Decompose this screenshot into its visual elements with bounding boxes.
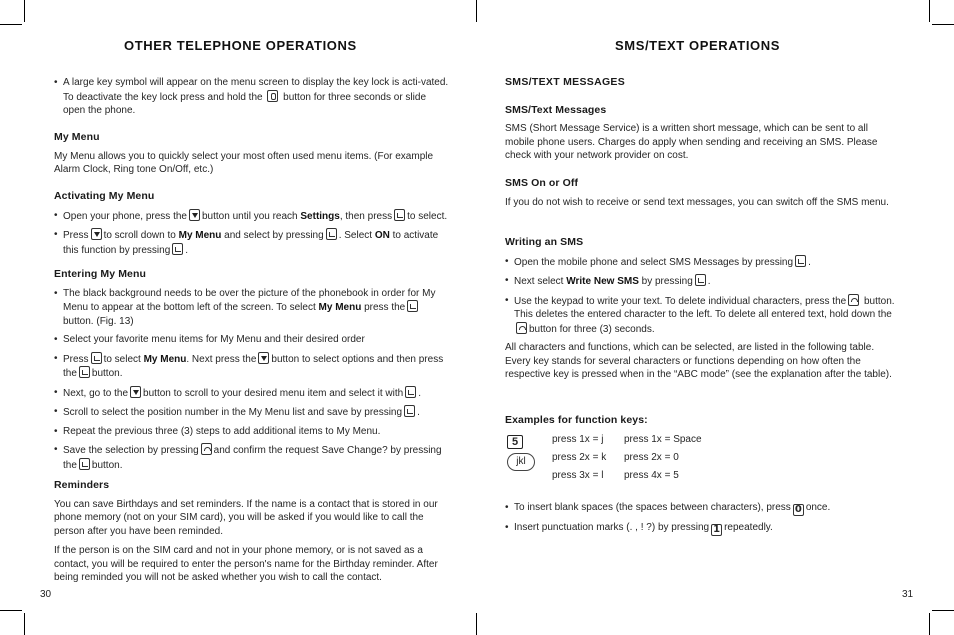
section-title: Activating My Menu — [54, 190, 155, 202]
digit-key-5-icon: 5 — [507, 435, 523, 449]
table-row: press 1x = j press 1x = Space — [552, 433, 702, 445]
section-title: Entering My Menu — [54, 268, 147, 280]
list-item: • Next select Write New SMS by pressing . — [505, 274, 897, 289]
crop-mark — [0, 610, 22, 611]
list-item: • Open the mobile phone and select SMS Messages by pressing . — [505, 255, 897, 270]
crop-mark — [24, 0, 25, 22]
section-title: Reminders — [54, 479, 110, 491]
list-item: • Open your phone, press the button until you reach Settings, then press to select. — [54, 209, 450, 224]
examples-section — [505, 414, 897, 541]
paragraph: All characters and functions, which can be selected, are listed in the following table. Every key stands for several characters or functions depending on how often the respective key is pressed when in the “ABC mode” (see the explanation after the table). — [505, 342, 892, 380]
list-item: • Press to select My Menu. Next press the button to select options and then press the button. — [54, 352, 450, 381]
table-row: press 3x = l press 4x = 5 — [552, 469, 679, 481]
digit-key-0-icon: 0 — [793, 504, 804, 516]
ok-key-icon — [695, 274, 706, 286]
function-key-example — [505, 433, 897, 491]
ok-key-icon — [79, 458, 90, 470]
paragraph: You can save Birthdays and set reminders. If the name is a contact that is stored in our phone memory (not on your SIM card), you will be asked if you would like to call the person after you have been reminded. — [54, 498, 438, 537]
list-item: • The black background needs to be over the picture of the phonebook in order for My Menu to appear at the bottom left of the screen. To select My Menu press the button. (Fig. 13) — [54, 287, 450, 329]
my-menu-section — [54, 131, 450, 183]
list-item: • Scroll to select the position number in the My Menu list and save by pressing . — [54, 405, 450, 420]
key-lock-section — [54, 76, 450, 123]
section-title: My Menu — [54, 131, 100, 143]
list-item: • Insert punctuation marks (. , ! ?) by pressing 1 repeatedly. — [505, 521, 897, 536]
entering-section — [54, 268, 450, 477]
list-item: • Save the selection by pressing and confirm the request Save Change? by pressing the button. — [54, 443, 450, 472]
crop-mark — [929, 613, 930, 635]
crop-mark — [932, 610, 954, 611]
crop-mark — [929, 0, 930, 22]
section-title: SMS/TEXT MESSAGES — [505, 76, 626, 88]
example-table — [552, 433, 702, 487]
sms-on-off-section — [505, 177, 897, 215]
section-title: SMS On or Off — [505, 177, 579, 189]
paragraph: My Menu allows you to quickly select your most often used menu items. (For example Alarm Clock, Ring tone On/Off, etc.) — [54, 150, 434, 175]
key-letters-badge: jkl — [507, 453, 535, 471]
ok-key-icon — [326, 228, 337, 240]
paragraph: SMS (Short Message Service) is a written short message, which can be sent to all mobile phone users. Charges do apply when sending and receiving an SMS. Please check with your network provider on cost. — [505, 123, 878, 161]
page-number: 30 — [40, 589, 52, 600]
section-title: Examples for function keys: — [505, 414, 648, 426]
list-item: • Use the keypad to write your text. To delete individual characters, press the button. This deletes the entered character to the left. To delete all entered text, hold down thebutton for three (3) seconds. — [505, 294, 897, 337]
down-arrow-key-icon — [189, 209, 200, 221]
ok-key-icon — [91, 352, 102, 364]
paragraph: If you do not wish to receive or send text messages, you can switch off the SMS menu. — [505, 196, 889, 208]
section-title: Writing an SMS — [505, 236, 584, 248]
left-page-header: OTHER TELEPHONE OPERATIONS — [124, 38, 357, 53]
reminders-section — [54, 479, 450, 591]
table-row: press 2x = k press 2x = 0 — [552, 451, 679, 463]
sms-messages-section — [505, 76, 897, 169]
ok-key-icon — [394, 209, 405, 221]
ok-key-icon — [405, 386, 416, 398]
list-item: • Next, go to the button to scroll to your desired menu item and select it with . — [54, 386, 450, 401]
end-call-key-icon — [848, 294, 859, 306]
ok-key-icon — [407, 300, 418, 312]
page-number: 31 — [902, 589, 914, 600]
section-title: SMS/Text Messages — [505, 103, 607, 116]
crop-mark — [24, 613, 25, 635]
writing-sms-section — [505, 236, 897, 388]
down-arrow-key-icon — [130, 386, 141, 398]
list-item: • Press to scroll down to My Menu and select by pressing . Select ON to activate this function by pressing . — [54, 228, 450, 257]
crop-mark — [0, 24, 22, 25]
ok-key-icon — [795, 255, 806, 267]
digit-key-1-icon: 1 — [711, 524, 722, 536]
down-arrow-key-icon — [91, 228, 102, 240]
crop-mark — [476, 613, 477, 635]
key-lock-icon — [267, 90, 278, 102]
crop-mark — [932, 24, 954, 25]
list-item: • Select your favorite menu items for My Menu and their desired order — [54, 333, 450, 347]
list-item: • Repeat the previous three (3) steps to add additional items to My Menu. — [54, 425, 450, 439]
end-call-key-icon — [201, 443, 212, 455]
ok-key-icon — [79, 366, 90, 378]
down-arrow-key-icon — [258, 352, 269, 364]
crop-mark — [476, 0, 477, 22]
ok-key-icon — [172, 243, 183, 255]
right-page-header: SMS/TEXT OPERATIONS — [615, 38, 781, 53]
paragraph: If the person is on the SIM card and not in your phone memory, or is not saved as a contact, you will be required to enter the person's name for the Birthday reminder. After being reminded you will not be asked whether you wish to call the contact. — [54, 545, 438, 583]
ok-key-icon — [404, 405, 415, 417]
end-call-key-icon — [516, 322, 527, 334]
list-item: • To insert blank spaces (the spaces between characters), press 0 once. — [505, 501, 897, 516]
activating-section — [54, 190, 450, 262]
list-item: • A large key symbol will appear on the menu screen to display the key lock is acti-vated. To deactivate the key lock press and hold the button for three seconds or slide open the phone. — [54, 76, 450, 118]
